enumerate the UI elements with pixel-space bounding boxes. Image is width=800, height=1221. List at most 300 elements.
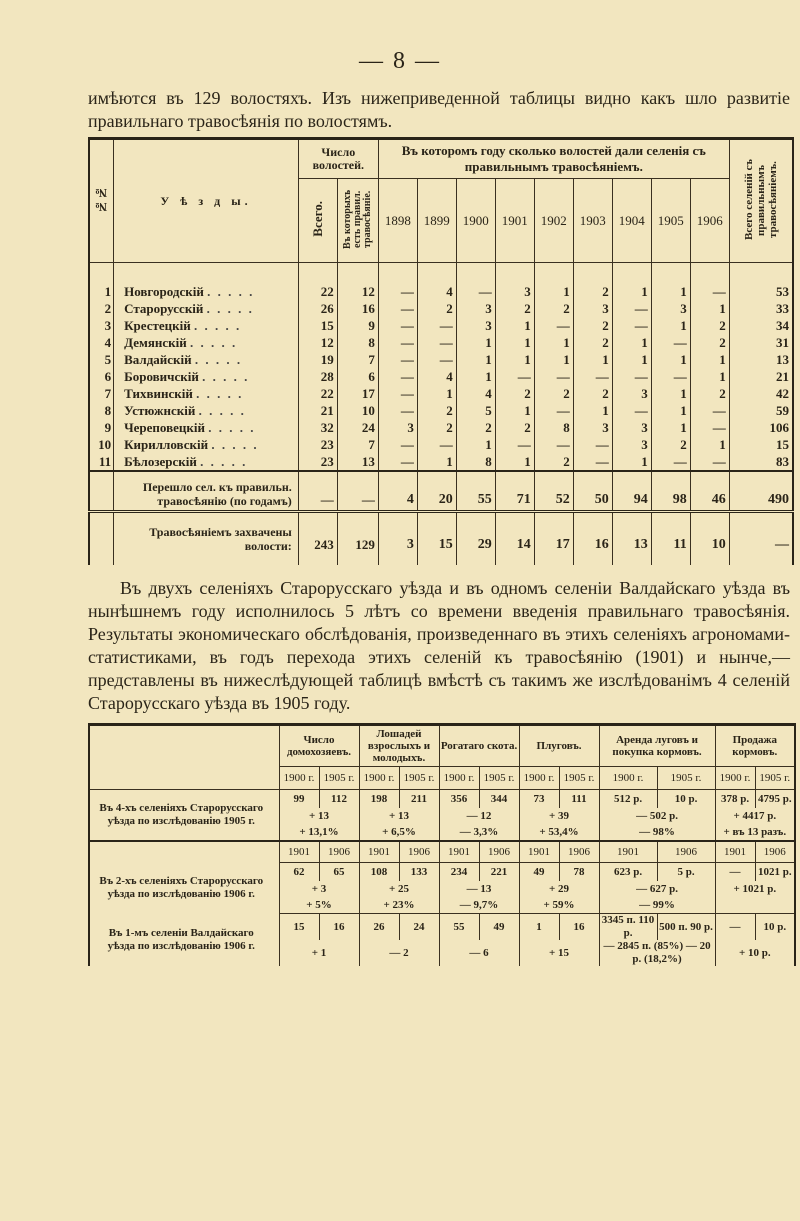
volost-with-grass: 7 [337,351,378,368]
uezd-row [89,453,793,471]
category-header: Продажа кормовъ. [715,725,795,767]
spacer-cell [89,263,114,284]
year-value-1901: 3 [495,283,534,300]
year-value-1898: 3 [378,419,417,436]
value-cell: 344 [479,790,519,809]
leader-dots: . . . . . [202,368,250,384]
year-value-1901: 1 [495,453,534,471]
transitions-per-year-row [89,471,793,512]
year-header-1905: 1905 [651,179,690,263]
page-number: — 8 — [359,48,441,74]
summary-year-1899: 15 [417,512,456,556]
volost-with-grass: 17 [337,385,378,402]
year-value-1902: 1 [534,351,573,368]
year-value-1901: 2 [495,385,534,402]
percent-cell [715,897,795,914]
volost-with-grass: 13 [337,453,378,471]
group-label: Въ 1-мъ селеніи Валдайскаго уѣзда по изслѣдованію 1906 г. [89,914,279,967]
year-value-1902: — [534,402,573,419]
percent-cell: — 99% [599,897,715,914]
difference-cell: + 13 [359,808,439,824]
volost-with-grass: 6 [337,368,378,385]
year-divider-cell: 1901 [519,841,559,863]
year-value-1898: — [378,368,417,385]
summary-year-1905: 11 [651,512,690,556]
year-value-1906: 1 [690,368,729,385]
summary-year-1900: 29 [456,512,495,556]
year-value-1901: — [495,436,534,453]
year-value-1905: 2 [651,436,690,453]
spacer-cell [573,263,612,284]
col-vsego-header: Всего. [298,179,337,263]
year-value-1900: 4 [456,385,495,402]
category-header: Рогатаго скота. [439,725,519,767]
volost-with-grass: 7 [337,436,378,453]
spacer-cell [456,263,495,284]
year-subheader: 1900 г. [519,767,559,790]
leader-dots: . . . . . [193,317,242,333]
uezd-name [114,368,299,385]
year-value-1906: 1 [690,300,729,317]
value-cell: 623 р. [599,863,657,882]
year-value-1900: — [456,283,495,300]
year-value-1903: 2 [573,283,612,300]
settlements-total: 15 [729,436,793,453]
values-row [89,863,795,882]
value-cell: 4795 р. [755,790,795,809]
leader-dots: . . . . . [198,402,246,418]
summary-year-1901: 14 [495,512,534,556]
settlements-total: 33 [729,300,793,317]
value-cell: 24 [399,914,439,941]
uezd-row [89,317,793,334]
year-divider-cell: 1906 [657,841,715,863]
year-value-1902: — [534,317,573,334]
settlements-total: 31 [729,334,793,351]
uezd-row [89,419,793,436]
empty-cell [89,471,114,512]
year-value-1900: 3 [456,317,495,334]
settlements-total: 34 [729,317,793,334]
spacer-cell [495,263,534,284]
year-value-1898: — [378,283,417,300]
year-value-1900: 2 [456,419,495,436]
difference-cell: + 39 [519,808,599,824]
year-subheader: 1900 г. [715,767,755,790]
year-value-1903: — [573,368,612,385]
uezd-row [89,368,793,385]
tail-cell [456,555,495,565]
volost-with-grass: 8 [337,334,378,351]
difference-cell: — 13 [439,881,519,897]
year-value-1902: 2 [534,300,573,317]
volost-total: 12 [298,334,337,351]
percent-cell: + въ 13 разъ. [715,824,795,841]
volosts-covered-row [89,512,793,556]
volost-with-grass: 10 [337,402,378,419]
year-value-1906: 2 [690,385,729,402]
difference-cell: — 627 р. [599,881,715,897]
year-subheader: 1900 г. [279,767,319,790]
uezd-name-text: Демянскій [124,334,187,350]
volost-total: 22 [298,283,337,300]
year-value-1898: — [378,436,417,453]
uezd-name-text: Боровичскій [124,368,199,384]
year-value-1904: 1 [612,334,651,351]
tail-cell [573,555,612,565]
year-subheader: 1900 г. [359,767,399,790]
uezd-name [114,300,299,317]
year-subheader: 1905 г. [657,767,715,790]
year-subheader: 1905 г. [399,767,439,790]
summary-total: 490 [729,471,793,512]
settlements-total: 106 [729,419,793,436]
uezd-name-text: Новгородскій [124,283,204,299]
year-divider-cell: 1901 [359,841,399,863]
col-years-group-header: Въ которомъ году сколько волостей дали селенія съ правильнымъ травосѣяніемъ. [378,139,729,179]
value-cell: 10 р. [755,914,795,941]
value-cell: 5 р. [657,863,715,882]
col-volost-group-header: Число волостей. [298,139,378,179]
volost-total: 26 [298,300,337,317]
year-value-1900: 1 [456,351,495,368]
percent-cell: — 9,7% [439,897,519,914]
volost-with-grass: 12 [337,283,378,300]
uezd-row [89,334,793,351]
col-total-header: Всего селеній съ правильнымъ травосѣяніемъ. [729,139,793,263]
year-value-1903: 1 [573,402,612,419]
year-divider-label [89,841,279,863]
difference-cell: — 6 [439,940,519,966]
row-number: 3 [89,317,114,334]
year-value-1903: — [573,436,612,453]
year-value-1899: — [417,317,456,334]
spacer-cell [651,263,690,284]
volost-total: 23 [298,453,337,471]
percent-cell: — 3,3% [439,824,519,841]
value-cell: 65 [319,863,359,882]
year-value-1904: — [612,300,651,317]
volost-total: 19 [298,351,337,368]
uezd-row [89,351,793,368]
col-group-label-header [89,725,279,790]
leader-dots: . . . . . [207,283,255,299]
summary-label: Перешло сел. къ правильн. травосѣянію (по годамъ) [114,471,299,512]
spacer-cell [690,263,729,284]
difference-cell: + 15 [519,940,599,966]
year-value-1902: 8 [534,419,573,436]
settlements-total: 83 [729,453,793,471]
value-cell: 356 [439,790,479,809]
value-cell: 133 [399,863,439,882]
volost-total: 23 [298,436,337,453]
year-value-1899: 1 [417,453,456,471]
year-value-1901: — [495,368,534,385]
year-divider-cell: 1906 [399,841,439,863]
summary-total: — [729,512,793,556]
settlements-total: 53 [729,283,793,300]
year-value-1906: 1 [690,351,729,368]
volost-total: 21 [298,402,337,419]
value-cell: 112 [319,790,359,809]
uezd-name [114,283,299,300]
tail-cell [612,555,651,565]
summary-year-1901: 71 [495,471,534,512]
summary-year-1906: 46 [690,471,729,512]
uezd-row [89,385,793,402]
value-cell: 234 [439,863,479,882]
uezd-name-text: Череповецкій [124,419,205,435]
summary-year-1900: 55 [456,471,495,512]
uezd-name-text: Кирилловскій [124,436,209,452]
value-cell: 15 [279,914,319,941]
summary-vsego: 243 [298,512,337,556]
year-value-1901: 1 [495,334,534,351]
year-value-1905: 1 [651,385,690,402]
uezd-row [89,436,793,453]
year-value-1903: 2 [573,317,612,334]
year-value-1906: — [690,419,729,436]
year-value-1906: — [690,402,729,419]
value-cell: — [715,914,755,941]
uezd-name [114,402,299,419]
uezd-row [89,300,793,317]
year-subheader: 1905 г. [559,767,599,790]
year-value-1904: 1 [612,453,651,471]
difference-cell: — 2 [359,940,439,966]
year-value-1899: — [417,351,456,368]
year-value-1906: — [690,283,729,300]
year-value-1902: 1 [534,334,573,351]
settlements-total: 13 [729,351,793,368]
difference-cell: + 29 [519,881,599,897]
volost-with-grass: 16 [337,300,378,317]
col-number-header: №№ [89,139,114,263]
tail-cell [337,555,378,565]
difference-cell: + 1 [279,940,359,966]
uezd-name [114,436,299,453]
value-cell: 221 [479,863,519,882]
summary-year-1903: 16 [573,512,612,556]
summary-year-1902: 17 [534,512,573,556]
year-header-1898: 1898 [378,179,417,263]
volost-with-grass: 24 [337,419,378,436]
volost-with-grass: 9 [337,317,378,334]
year-value-1904: 3 [612,385,651,402]
group-label: Въ 2-хъ селеніяхъ Старорусскаго уѣзда по изслѣдованію 1906 г. [89,863,279,914]
uezd-name-text: Валдайскій [124,351,192,367]
year-value-1900: 8 [456,453,495,471]
row-number: 10 [89,436,114,453]
category-header: Аренда луговъ и покупка кормовъ. [599,725,715,767]
year-value-1905: 1 [651,283,690,300]
year-value-1902: 2 [534,385,573,402]
value-cell: 3345 п. 110 р. [599,914,657,941]
year-value-1898: — [378,402,417,419]
year-subheader: 1900 г. [599,767,657,790]
year-value-1902: — [534,436,573,453]
volost-total: 28 [298,368,337,385]
settlements-total: 21 [729,368,793,385]
summary-label: Травосѣяніемъ захвачены волости: [114,512,299,556]
uezd-name [114,334,299,351]
spacer-cell [612,263,651,284]
summary-year-1904: 13 [612,512,651,556]
leader-dots: . . . . . [206,300,254,316]
value-cell: 16 [559,914,599,941]
year-value-1905: 3 [651,300,690,317]
year-value-1901: 1 [495,402,534,419]
year-value-1899: 2 [417,402,456,419]
year-value-1898: — [378,300,417,317]
difference-cell: + 10 р. [715,940,795,966]
tail-cell [651,555,690,565]
year-value-1904: — [612,368,651,385]
year-value-1906: — [690,453,729,471]
tail-cell [378,555,417,565]
value-cell: — [715,863,755,882]
value-cell: 378 р. [715,790,755,809]
year-value-1904: 3 [612,436,651,453]
value-cell: 108 [359,863,399,882]
leader-dots: . . . . . [208,419,256,435]
summary-year-1902: 52 [534,471,573,512]
year-header-1901: 1901 [495,179,534,263]
year-value-1905: 1 [651,317,690,334]
uezd-name [114,317,299,334]
year-value-1903: — [573,453,612,471]
row-number: 7 [89,385,114,402]
category-header: Число домохозяевъ. [279,725,359,767]
year-value-1900: 1 [456,368,495,385]
summary-year-1904: 94 [612,471,651,512]
year-subheader: 1905 г. [479,767,519,790]
spacer-cell [417,263,456,284]
volost-total: 15 [298,317,337,334]
year-value-1903: 2 [573,334,612,351]
leader-dots: . . . . . [211,436,259,452]
row-number: 6 [89,368,114,385]
year-divider-cell: 1906 [755,841,795,863]
year-divider-cell: 1901 [439,841,479,863]
uezd-name-text: Старорусскій [124,300,204,316]
value-cell: 73 [519,790,559,809]
year-value-1899: — [417,436,456,453]
spacer-cell [298,263,337,284]
year-value-1898: — [378,317,417,334]
row-number: 4 [89,334,114,351]
year-value-1899: — [417,334,456,351]
year-value-1899: 4 [417,283,456,300]
year-value-1898: — [378,453,417,471]
percent-cell: + 23% [359,897,439,914]
percent-cell: + 5% [279,897,359,914]
year-value-1906: 2 [690,334,729,351]
value-cell: 1 [519,914,559,941]
difference-cell: — 2845 п. (85%) — 20 р. (18,2%) [599,940,715,966]
group-label: Въ 4-хъ селеніяхъ Старорусскаго уѣзда по изслѣдованію 1905 г. [89,790,279,842]
year-value-1900: 1 [456,334,495,351]
year-value-1899: 1 [417,385,456,402]
year-value-1906: 2 [690,317,729,334]
spacer-cell [114,263,299,284]
tail-cell [690,555,729,565]
year-value-1899: 2 [417,419,456,436]
year-divider-cell: 1906 [479,841,519,863]
difference-cell: — 12 [439,808,519,824]
year-value-1904: 1 [612,351,651,368]
percent-cell: — 98% [599,824,715,841]
category-header: Лошадей взрослыхъ и молодыхъ. [359,725,439,767]
year-value-1904: 1 [612,283,651,300]
uezd-name [114,453,299,471]
year-value-1905: 1 [651,351,690,368]
difference-cell: + 1021 р. [715,881,795,897]
uezd-name-text: Бѣлозерскій [124,453,197,469]
tail-cell [298,555,337,565]
year-value-1899: 2 [417,300,456,317]
percent-cell: + 6,5% [359,824,439,841]
summary-year-1899: 20 [417,471,456,512]
summary-year-1905: 98 [651,471,690,512]
empty-cell [89,512,114,556]
intro-paragraph: имѣются въ 129 волостяхъ. Изъ нижеприведенной таблицы видно какъ шло развитіе правильнаго травосѣянія по волостямъ. [88,88,790,131]
percent-cell: + 13,1% [279,824,359,841]
row-number: 5 [89,351,114,368]
value-cell: 55 [439,914,479,941]
results-paragraph: Въ двухъ селеніяхъ Старорусскаго уѣзда и въ одномъ селеніи Валдайскаго уѣзда въ нынѣшнемъ году исполнилось 5 лѣтъ со времени введенія правильнаго травосѣянія. Результаты экономическаго обслѣдованія, произведеннаго въ этихъ селеніяхъ агрономами-статистиками, въ годъ перехода этихъ селеній къ травосѣянію (1901) и нынче,— представлены въ нижеслѣдующей таблицѣ вмѣстѣ съ такимъ же изслѣдованімъ 4 селеній Старорусскаго уѣзда въ 1905 году. [88,578,790,713]
year-value-1898: — [378,334,417,351]
tail-cell [534,555,573,565]
value-cell: 49 [519,863,559,882]
spacer-cell [534,263,573,284]
difference-cell: + 4417 р. [715,808,795,824]
year-divider-cell: 1901 [715,841,755,863]
year-value-1903: 1 [573,351,612,368]
tail-row [89,555,793,565]
year-divider-cell: 1901 [599,841,657,863]
value-cell: 1021 р. [755,863,795,882]
tail-cell [417,555,456,565]
year-value-1905: — [651,368,690,385]
year-header-1904: 1904 [612,179,651,263]
year-value-1902: 1 [534,283,573,300]
year-header-1906: 1906 [690,179,729,263]
year-value-1900: 3 [456,300,495,317]
year-value-1901: 1 [495,351,534,368]
summary-year-1898: 3 [378,512,417,556]
year-divider-row [89,841,795,863]
tail-cell [729,555,793,565]
uezd-name [114,385,299,402]
year-value-1904: 3 [612,419,651,436]
value-cell: 198 [359,790,399,809]
year-subheader: 1905 г. [755,767,795,790]
year-subheader: 1900 г. [439,767,479,790]
uezd-name-text: Тихвинскій [124,385,193,401]
economic-survey-table [88,723,796,966]
year-header-1903: 1903 [573,179,612,263]
summary-prav: — [337,471,378,512]
row-number: 2 [89,300,114,317]
year-header-1902: 1902 [534,179,573,263]
tail-cell [495,555,534,565]
volost-total: 22 [298,385,337,402]
percent-cell: + 53,4% [519,824,599,841]
volost-grass-sowing-table [88,137,794,565]
uezd-row [89,283,793,300]
settlements-total: 59 [729,402,793,419]
